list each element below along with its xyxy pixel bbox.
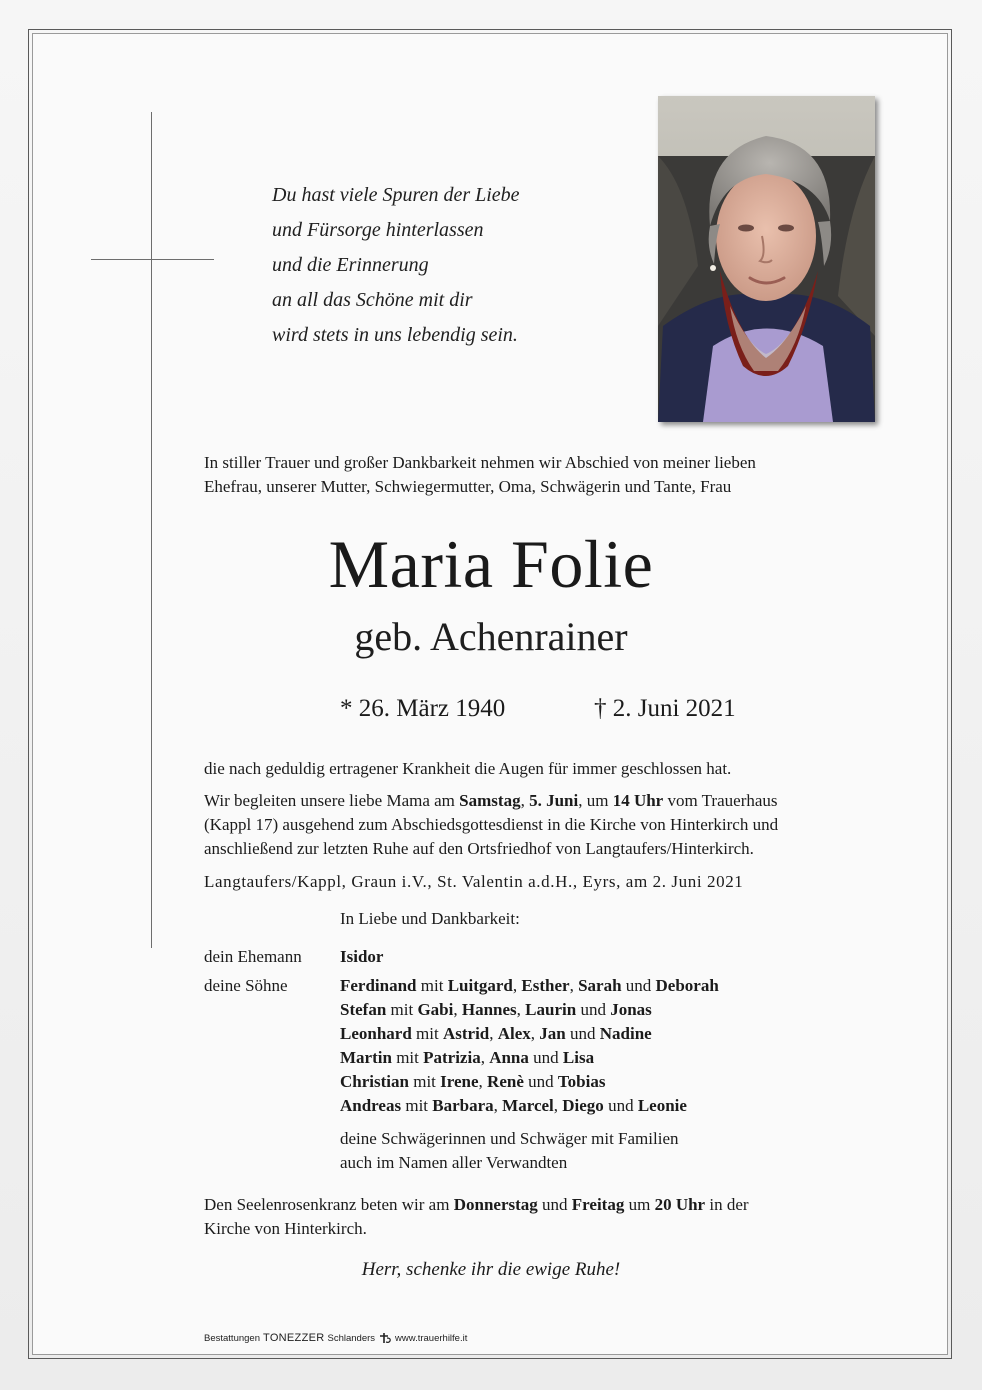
text-run: , <box>480 1048 490 1067</box>
text-run: und <box>603 1096 638 1115</box>
text-run: , <box>530 1024 540 1043</box>
funeral-day: Samstag <box>459 791 521 810</box>
text-run: vom Trauerhaus <box>663 791 778 810</box>
footer-url: www.trauerhilfe.it <box>395 1332 468 1344</box>
place-date-line: Langtaufers/Kappl, Graun i.V., St. Valentin a.d.H., Eyrs, am 2. Juni 2021 <box>204 872 744 891</box>
family-member-name: Esther <box>521 976 570 995</box>
text-run: und <box>523 1072 558 1091</box>
text-run: und <box>537 1195 572 1214</box>
poem <box>272 178 520 353</box>
family-member-name: Andreas <box>340 1096 402 1115</box>
text-run: um <box>624 1195 655 1214</box>
funeral-date: 5. Juni <box>529 791 579 810</box>
maiden-name: geb. Achenrainer <box>354 614 628 659</box>
family-member-name: Diego <box>562 1096 604 1115</box>
family-member-name: Barbara <box>432 1096 494 1115</box>
family-member-name: Marcel <box>502 1096 554 1115</box>
family-member-name: Patrizia <box>423 1048 481 1067</box>
text-run: und <box>528 1048 563 1067</box>
text-run: mit <box>411 1024 443 1043</box>
rosary-line-1 <box>204 1193 749 1217</box>
cross-horizontal-line <box>91 259 214 260</box>
son-family-line <box>340 998 652 1022</box>
text-run: , <box>520 791 530 810</box>
text-run: , <box>478 1072 488 1091</box>
text-run: , <box>489 1024 498 1043</box>
text-run: und <box>565 1024 600 1043</box>
husband-label: dein Ehemann <box>204 947 302 966</box>
rosary-line-2: Kirche von Hinterkirch. <box>204 1219 367 1238</box>
family-member-name: Luitgard <box>447 976 513 995</box>
intro-line: In stiller Trauer und großer Dankbarkeit nehmen wir Abschied von meiner lieben <box>204 453 756 472</box>
text-run: mit <box>391 1048 424 1067</box>
funeral-line-2: (Kappl 17) ausgehend zum Abschiedsgottesdienst in die Kirche von Hinterkirch und <box>204 815 779 834</box>
poem-line: an all das Schöne mit dir <box>272 289 473 311</box>
son-family-line <box>340 1070 605 1094</box>
portrait-photo <box>658 96 875 422</box>
text-run: , <box>493 1096 503 1115</box>
family-member-name: Laurin <box>525 1000 577 1019</box>
footer <box>204 1332 467 1344</box>
husband-name <box>340 945 383 969</box>
text-run: in der <box>705 1195 749 1214</box>
text-run: , <box>553 1096 563 1115</box>
family-member-name: Alex <box>497 1024 531 1043</box>
family-member-name: Leonhard <box>340 1024 412 1043</box>
family-member-name: Gabi <box>417 1000 454 1019</box>
poem-line: und die Erinnerung <box>272 254 429 276</box>
sons-label: deine Söhne <box>204 976 288 995</box>
footer-prefix: Bestattungen <box>204 1332 260 1344</box>
family-member-name: Jonas <box>610 1000 652 1019</box>
text-run: und <box>621 976 656 995</box>
son-family-line <box>340 1022 652 1046</box>
funeral-line-1 <box>204 789 778 813</box>
relatives-line: auch im Namen aller Verwandten <box>340 1153 568 1172</box>
intro-line: Ehefrau, unserer Mutter, Schwiegermutter, Oma, Schwägerin und Tante, Frau <box>204 477 732 496</box>
death-date: † 2. Juni 2021 <box>594 695 736 722</box>
son-family-line <box>340 1046 594 1070</box>
family-member-name: Lisa <box>562 1048 595 1067</box>
text-run: mit <box>401 1096 433 1115</box>
text-run: , <box>453 1000 462 1019</box>
text-run: und <box>576 1000 611 1019</box>
son-family-line <box>340 1094 687 1118</box>
closing-prayer: Herr, schenke ihr die ewige Ruhe! <box>361 1259 621 1280</box>
birth-date: * 26. März 1940 <box>340 695 506 722</box>
text-run: , um <box>578 791 613 810</box>
intro-text <box>204 451 884 499</box>
family-member-name: Hannes <box>461 1000 517 1019</box>
trauerhilfe-logo-icon <box>378 1332 392 1344</box>
text-run: mit <box>386 1000 418 1019</box>
poem-line: Du hast viele Spuren der Liebe <box>272 184 520 206</box>
family-member-name: Deborah <box>655 976 719 995</box>
family-member-name: Anna <box>489 1048 529 1067</box>
husband-bold: Isidor <box>340 947 384 966</box>
family-member-name: Stefan <box>340 1000 387 1019</box>
deceased-name: Maria Folie <box>328 526 654 602</box>
rosary-time: 20 Uhr <box>654 1195 706 1214</box>
family-member-name: Martin <box>340 1048 392 1067</box>
text-run: Den Seelenrosenkranz beten wir am <box>204 1195 454 1214</box>
text-run: , <box>569 976 579 995</box>
family-member-name: Jan <box>539 1024 566 1043</box>
family-member-name: Astrid <box>442 1024 490 1043</box>
poem-line: und Fürsorge hinterlassen <box>272 219 484 241</box>
poem-line: wird stets in uns lebendig sein. <box>272 324 518 346</box>
family-member-name: Tobias <box>557 1072 606 1091</box>
relatives-line: deine Schwägerinnen und Schwäger mit Familien <box>340 1129 679 1148</box>
rosary-day-1: Donnerstag <box>453 1195 538 1214</box>
family-member-name: Renè <box>487 1072 524 1091</box>
family-member-name: Christian <box>340 1072 409 1091</box>
family-member-name: Ferdinand <box>340 976 417 995</box>
text-run: , <box>516 1000 526 1019</box>
footer-brand: TONEZZER <box>263 1332 325 1344</box>
portrait-image <box>658 96 875 422</box>
family-member-name: Leonie <box>637 1096 687 1115</box>
text-run: Wir begleiten unsere liebe Mama am <box>204 791 460 810</box>
family-member-name: Irene <box>440 1072 479 1091</box>
rosary-day-2: Freitag <box>571 1195 625 1214</box>
text-run: , <box>512 976 522 995</box>
funeral-line-3: anschließend zur letzten Ruhe auf den Ortsfriedhof von Langtaufers/Hinterkirch. <box>204 839 754 858</box>
footer-town: Schlanders <box>327 1332 376 1344</box>
in-love-heading: In Liebe und Dankbarkeit: <box>340 909 520 928</box>
family-member-name: Nadine <box>599 1024 652 1043</box>
family-member-name: Sarah <box>578 976 622 995</box>
funeral-time: 14 Uhr <box>612 791 664 810</box>
text-run: mit <box>416 976 448 995</box>
son-family-line <box>340 974 719 998</box>
text-run: mit <box>408 1072 441 1091</box>
closed-eyes-line: die nach geduldig ertragener Krankheit die Augen für immer geschlossen hat. <box>204 759 732 778</box>
